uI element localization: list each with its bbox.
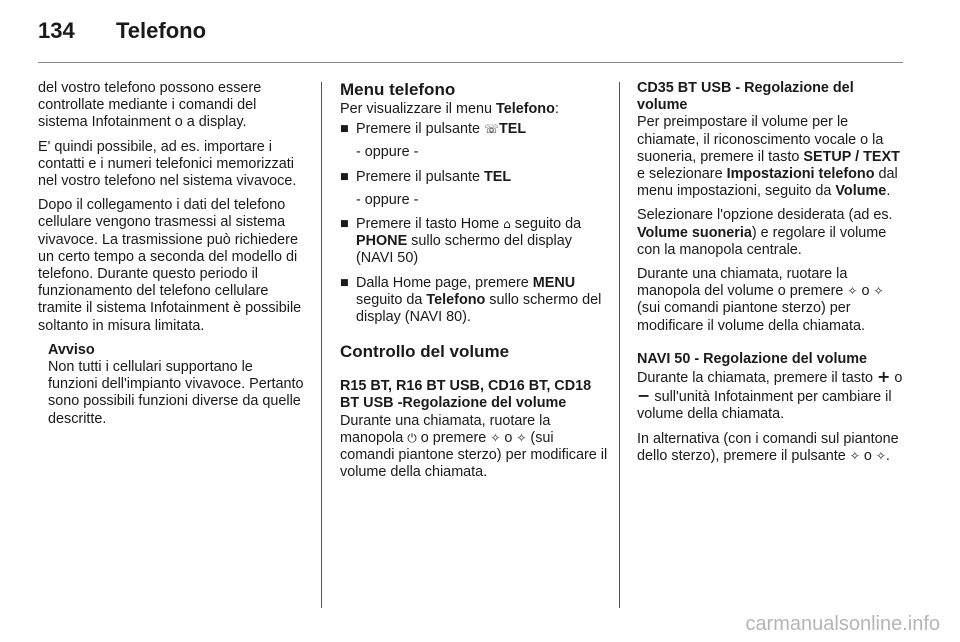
bullet-icon: ■ <box>340 274 349 291</box>
column-3 <box>637 80 905 472</box>
header-rule <box>38 62 903 63</box>
list-item-text <box>356 275 608 327</box>
volume-down-icon: ✧ <box>516 430 527 445</box>
text-bold: MENU <box>532 274 576 291</box>
oppure-text: - oppure - <box>356 144 419 161</box>
text: . <box>885 447 890 464</box>
page-header <box>38 18 918 50</box>
text: Durante una chiamata, ruotare la manopola <box>340 412 551 446</box>
text: Premere il pulsante <box>356 121 484 138</box>
list-item <box>340 216 608 268</box>
subheading: R15 BT, R16 BT USB, CD16 BT, CD18 BT USB -Regolazione del volume <box>340 378 592 412</box>
text: ) e regolare il volume con la manopola centrale. <box>637 224 887 258</box>
note-text: Non tutti i cellulari supportano le funzioni dell'impianto vivavoce. Pertanto sono possibili funzioni diverse da quelle descritte. <box>48 359 304 427</box>
oppure-text: - oppure - <box>356 191 419 208</box>
section-heading-menu-telefono: Menu telefono <box>340 80 456 99</box>
text: e selezionare <box>637 166 727 183</box>
bullet-icon: ■ <box>340 168 349 185</box>
list-item <box>340 169 608 186</box>
text: o <box>500 429 517 446</box>
paragraph <box>637 266 905 335</box>
column-1 <box>38 80 306 428</box>
text: Selezionare l'opzione desiderata (ad es. <box>637 207 893 224</box>
volume-down-icon: ✧ <box>873 284 884 299</box>
text-bold: SETUP / TEXT <box>803 148 900 165</box>
text-bold: Volume <box>835 183 887 200</box>
text-bold: PHONE <box>356 233 408 250</box>
bullet-icon: ■ <box>340 121 349 138</box>
volume-up-icon: ✧ <box>849 448 860 463</box>
text: o <box>859 447 876 464</box>
plus-icon: + <box>876 367 891 387</box>
text-bold: Telefono <box>495 101 555 117</box>
text: sull'unità Infotainment per cambiare il volume della chiamata. <box>637 389 892 423</box>
text: sullo schermo del display (NAVI 80). <box>356 291 602 326</box>
phone-icon: ☏ <box>483 122 499 137</box>
paragraph <box>637 431 905 465</box>
text: Dalla Home page, premere <box>356 274 533 291</box>
text: sullo schermo del display (NAVI 50) <box>356 233 572 267</box>
intro-paragraph <box>340 101 608 118</box>
page-title: Telefono <box>116 18 207 43</box>
text: seguito da <box>510 216 582 233</box>
column-2 <box>340 80 608 488</box>
column-divider-2 <box>619 82 620 608</box>
text: In alternativa (con i comandi sul piantone dello sterzo), premere il pulsante <box>637 430 899 464</box>
text: Per preimpostare il volume per le chiamate, il riconoscimento vocale o la suoneria, premere il tasto <box>637 114 884 165</box>
paragraph: Dopo il collegamento i dati del telefono cellulare vengono trasmessi al sistema vivavoce. La trasmissione può richiedere un certo tempo a seconda del modello di telefono. Durante questo periodo il funzionamento del telefono cellulare tramite il sistema Infotainment è possibile soltanto in misura limitata. <box>38 197 302 334</box>
text-bold: TEL <box>499 121 527 138</box>
text-bold: Impostazioni telefono <box>726 166 875 183</box>
text: : <box>554 101 559 117</box>
page-number: 134 <box>38 18 75 43</box>
paragraph <box>637 368 905 424</box>
text: (sui comandi piantone sterzo) per modificare il volume della chiamata. <box>340 429 608 481</box>
text: seguito da <box>356 291 427 308</box>
minus-icon: − <box>637 386 651 406</box>
text: Premere il tasto Home <box>356 216 504 233</box>
subheading: CD35 BT USB - Regolazione del volume <box>637 80 854 114</box>
paragraph <box>637 207 905 259</box>
paragraph: E' quindi possibile, ad es. importare i contatti e i numeri telefonici memorizzati nel vostro telefono nel sistema vivavoce. <box>38 138 297 190</box>
volume-up-icon: ✧ <box>490 430 501 445</box>
text-bold: Telefono <box>426 291 486 308</box>
list-item-text <box>356 169 511 186</box>
list-item <box>340 275 608 327</box>
section-heading-controllo-volume: Controllo del volume <box>340 342 510 362</box>
text-bold: TEL <box>483 168 512 185</box>
text: o <box>857 283 874 300</box>
text: o premere <box>416 429 491 446</box>
text: Durante una chiamata, ruotare la manopola del volume o premere <box>637 266 848 300</box>
text: Premere il pulsante <box>356 168 484 185</box>
column-divider-1 <box>321 82 322 608</box>
home-icon: ⌂ <box>503 217 511 232</box>
power-knob-icon: ⏻ <box>407 430 417 445</box>
note-title: Avviso <box>48 341 95 358</box>
paragraph <box>340 413 608 482</box>
subheading: NAVI 50 - Regolazione del volume <box>637 350 868 367</box>
volume-up-icon: ✧ <box>847 284 858 299</box>
list-item-text <box>356 121 526 138</box>
note-box <box>48 342 306 428</box>
bullet-icon: ■ <box>340 216 349 233</box>
text-bold: Volume suoneria <box>637 224 752 241</box>
watermark: carmanualsonline.info <box>745 613 940 635</box>
text: Durante la chiamata, premere il tasto <box>637 370 877 387</box>
volume-down-icon: ✧ <box>875 448 886 463</box>
paragraph <box>637 114 905 200</box>
paragraph: del vostro telefono possono essere controllate mediante i comandi del sistema Infotainment o a display. <box>38 80 262 131</box>
text: dal menu impostazioni, seguito da <box>637 166 898 200</box>
text: (sui comandi piantone sterzo) per modificare il volume della chiamata. <box>637 300 865 334</box>
text: . <box>886 183 891 200</box>
list-item <box>340 121 608 138</box>
list-item-text <box>356 216 608 268</box>
text: Per visualizzare il menu <box>340 101 496 117</box>
text: o <box>890 370 903 387</box>
